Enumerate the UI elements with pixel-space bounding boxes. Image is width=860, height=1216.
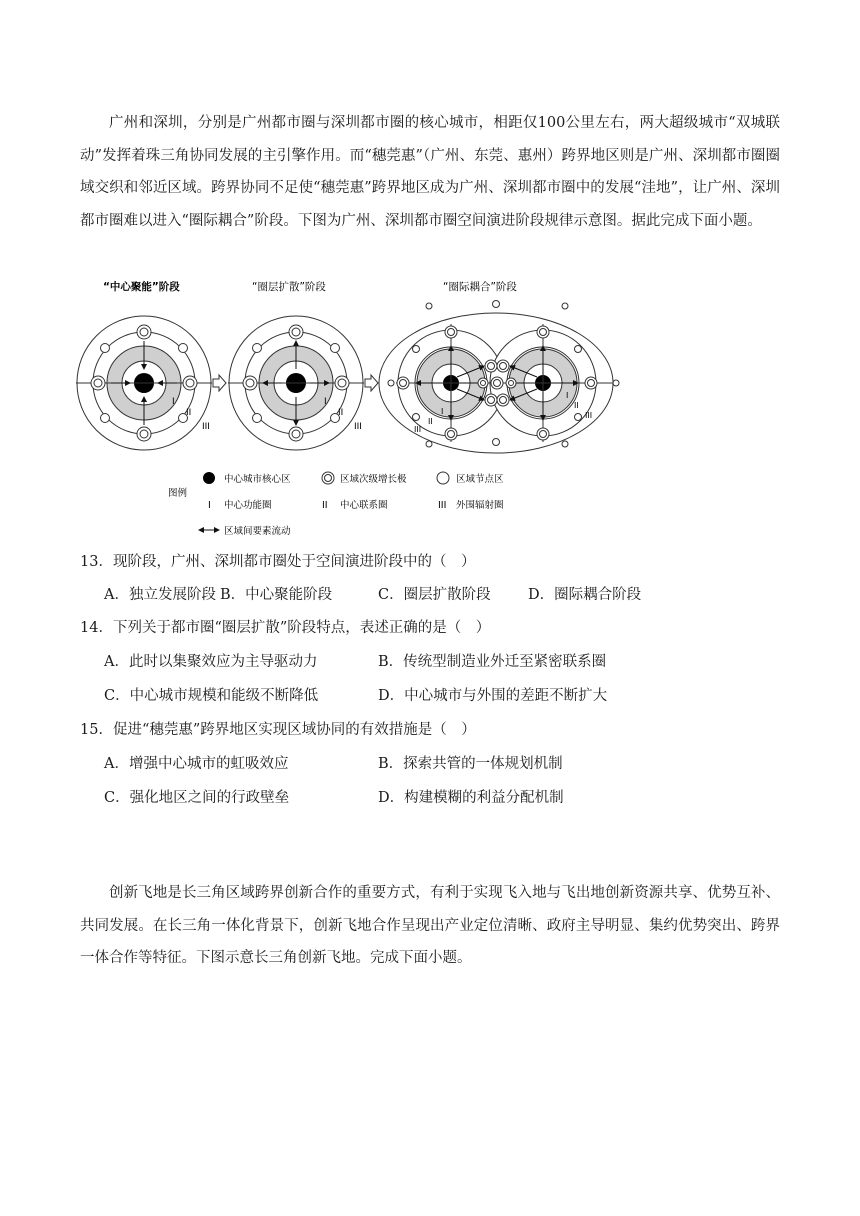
passage-guangzhou-shenzhen: 广州和深圳，分别是广州都市圈与深圳都市圈的核心城市，相距仅100公里左右，两大超级城市“双城联动”发挥着珠三角协同发展的主引擎作用。而“穗莞惠”（广州、东莞、惠州）跨界地区则是广州、深圳都市圈圈域交织和邻近区域。跨界协同不足使“穗莞惠”跨界地区成为广州、深圳都市圈中的发展“洼地”，让广州、深圳都市圈难以进入“圈际耦合”阶段。下图为广州、深圳都市圈空间演进阶段规律示意图。据此完成下面小题。 [80, 115, 780, 229]
question-13-stem: 13．现阶段，广州、深圳都市圈处于空间演进阶段中的（ ） [80, 554, 476, 570]
legend-node: 区域节点区 [456, 474, 504, 485]
svg-text:II: II [428, 417, 433, 426]
q14-option-d[interactable]: D．中心城市与外围的差距不断扩大 [378, 688, 608, 704]
q15-option-c[interactable]: C．强化地区之间的行政壁垒 [104, 790, 290, 806]
stage2-title: “圈层扩散”阶段 [252, 281, 326, 293]
question-15-stem: 15．促进“穗莞惠”跨界地区实现区域协同的有效措施是（ ） [80, 722, 476, 738]
q15-option-b[interactable]: B．探索共管的一体规划机制 [378, 756, 563, 772]
stage3-title: “圈际耦合”阶段 [443, 281, 517, 293]
svg-text:I: I [324, 397, 327, 407]
q14-option-b[interactable]: B．传统型制造业外迁至紧密联系圈 [378, 654, 607, 670]
stage-transition-arrow [213, 375, 226, 391]
q14-option-a[interactable]: A．此时以集聚效应为主导驱动力 [104, 654, 318, 670]
legend-flow: 区域间要素流动 [224, 526, 291, 537]
svg-text:III: III [438, 500, 447, 511]
legend-ring1: 中心功能圈 [224, 500, 272, 511]
q13-option-c[interactable]: C．圈层扩散阶段 [378, 587, 491, 603]
legend-core: 中心城市核心区 [224, 474, 291, 485]
svg-text:III: III [202, 422, 210, 432]
svg-text:I: I [208, 500, 211, 511]
q15-option-a[interactable]: A．增强中心城市的虹吸效应 [104, 756, 289, 772]
svg-text:III: III [585, 411, 593, 420]
svg-text:I: I [566, 391, 569, 400]
stage-transition-arrow [365, 375, 378, 391]
diagram-legend [168, 472, 504, 537]
svg-text:III: III [414, 425, 422, 434]
q13-option-d[interactable]: D．圈际耦合阶段 [528, 587, 642, 603]
svg-text:II: II [338, 408, 344, 418]
legend-ring2: 中心联系圈 [340, 500, 388, 511]
stage1-title: “中心聚能”阶段 [103, 281, 180, 293]
q13-option-a[interactable]: A．独立发展阶段 [104, 587, 216, 603]
svg-text:I: I [172, 397, 175, 407]
q15-option-d[interactable]: D．构建模糊的利益分配机制 [378, 790, 564, 806]
question-14-stem: 14．下列关于都市圈“圈层扩散”阶段特点，表述正确的是（ ） [80, 620, 491, 636]
svg-text:II: II [322, 500, 328, 511]
metropolitan-evolution-diagram [76, 274, 636, 544]
svg-text:III: III [354, 422, 362, 432]
svg-text:II: II [574, 401, 579, 410]
stage1-rings [76, 316, 212, 450]
q14-option-c[interactable]: C．中心城市规模和能级不断降低 [104, 688, 319, 704]
stage3-rings [379, 301, 619, 454]
legend-growth-pole: 区域次级增长极 [340, 474, 407, 485]
q13-option-b[interactable]: B．中心聚能阶段 [220, 587, 333, 603]
legend-title: 图例 [168, 488, 188, 499]
legend-ring3: 外围辐射圈 [456, 500, 504, 511]
stage2-rings [228, 316, 364, 450]
svg-text:I: I [441, 407, 444, 416]
svg-text:II: II [186, 408, 192, 418]
passage-innovation-enclave: 创新飞地是长三角区域跨界创新合作的重要方式，有利于实现飞入地与飞出地创新资源共享、优势互补、共同发展。在长三角一体化背景下，创新飞地合作呈现出产业定位清晰、政府主导明显、集约优势突出、跨界一体合作等特征。下图示意长三角创新飞地。完成下面小题。 [80, 885, 780, 966]
